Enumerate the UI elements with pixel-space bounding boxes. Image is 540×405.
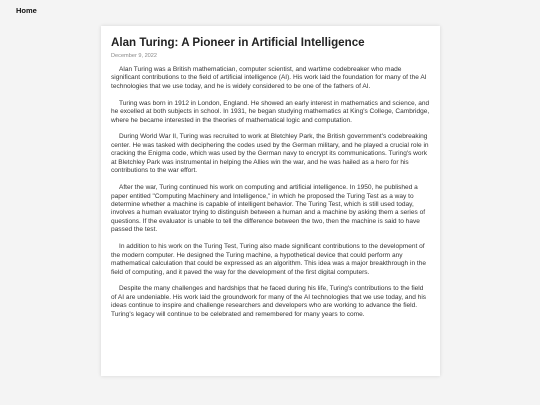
article-paragraph: Alan Turing was a British mathematician, computer scientist, and wartime codebreaker who made significant contributions to the field of artificial intelligence (AI). His work laid the foundation for many of the AI technologies that we use today, and he is widely considered to be one of the fathers of AI. (111, 65, 427, 90)
article-paragraph: In addition to his work on the Turing Test, Turing also made significant contributions to the development of the modern computer. He designed the Turing machine, a hypothetical device that could perform any mathematical calculation that could be expressed as an algorithm. This idea was a major breakthrough in the field of computing, and it paved the way for the development of the first digital computers. (111, 243, 427, 276)
article-title: Alan Turing: A Pioneer in Artificial Intelligence (111, 36, 365, 49)
article-body (111, 66, 430, 319)
article-paragraph: Turing was born in 1912 in London, England. He showed an early interest in mathematics and science, and he excelled at both subjects in school. In 1931, he began studying mathematics at King's College, Cambridge, where he became interested in the theories of mathematical logic and computation. (111, 99, 430, 124)
article-date: December 9, 2022 (111, 52, 158, 59)
article-paragraph: During World War II, Turing was recruited to work at Bletchley Park, the British government's codebreaking center. He was tasked with deciphering the codes used by the German military, and he played a crucial role in cracking the Enigma code, which was used by the German navy to encrypt its communications. Turing's work at Bletchley Park was instrumental in helping the Allies win the war, and he was hailed as a hero for his contributions to the war effort. (111, 133, 429, 175)
home-link[interactable]: Home (16, 6, 37, 15)
article-paragraph: Despite the many challenges and hardships that he faced during his life, Turing's contributions to the field of AI are undeniable. His work laid the groundwork for many of the AI technologies that we use today, and his ideas continue to inspire and challenge researchers and developers who are working to advance the field. Turing's legacy will continue to be celebrated and remembered for many years to come. (111, 285, 427, 318)
top-navigation (0, 0, 540, 20)
article-paragraph: After the war, Turing continued his work on computing and artificial intelligence. In 1950, he published a paper entitled "Computing Machinery and Intelligence," in which he proposed the Turing Test as a way to determine whether a machine is capable of intelligent behavior. The Turing Test, which is still used today, involves a human evaluator trying to distinguish between a human and a machine by asking them a series of questions. If the evaluator is unable to tell the difference between the two, then the machine is said to have passed the test. (111, 184, 426, 234)
article-card (101, 26, 440, 376)
